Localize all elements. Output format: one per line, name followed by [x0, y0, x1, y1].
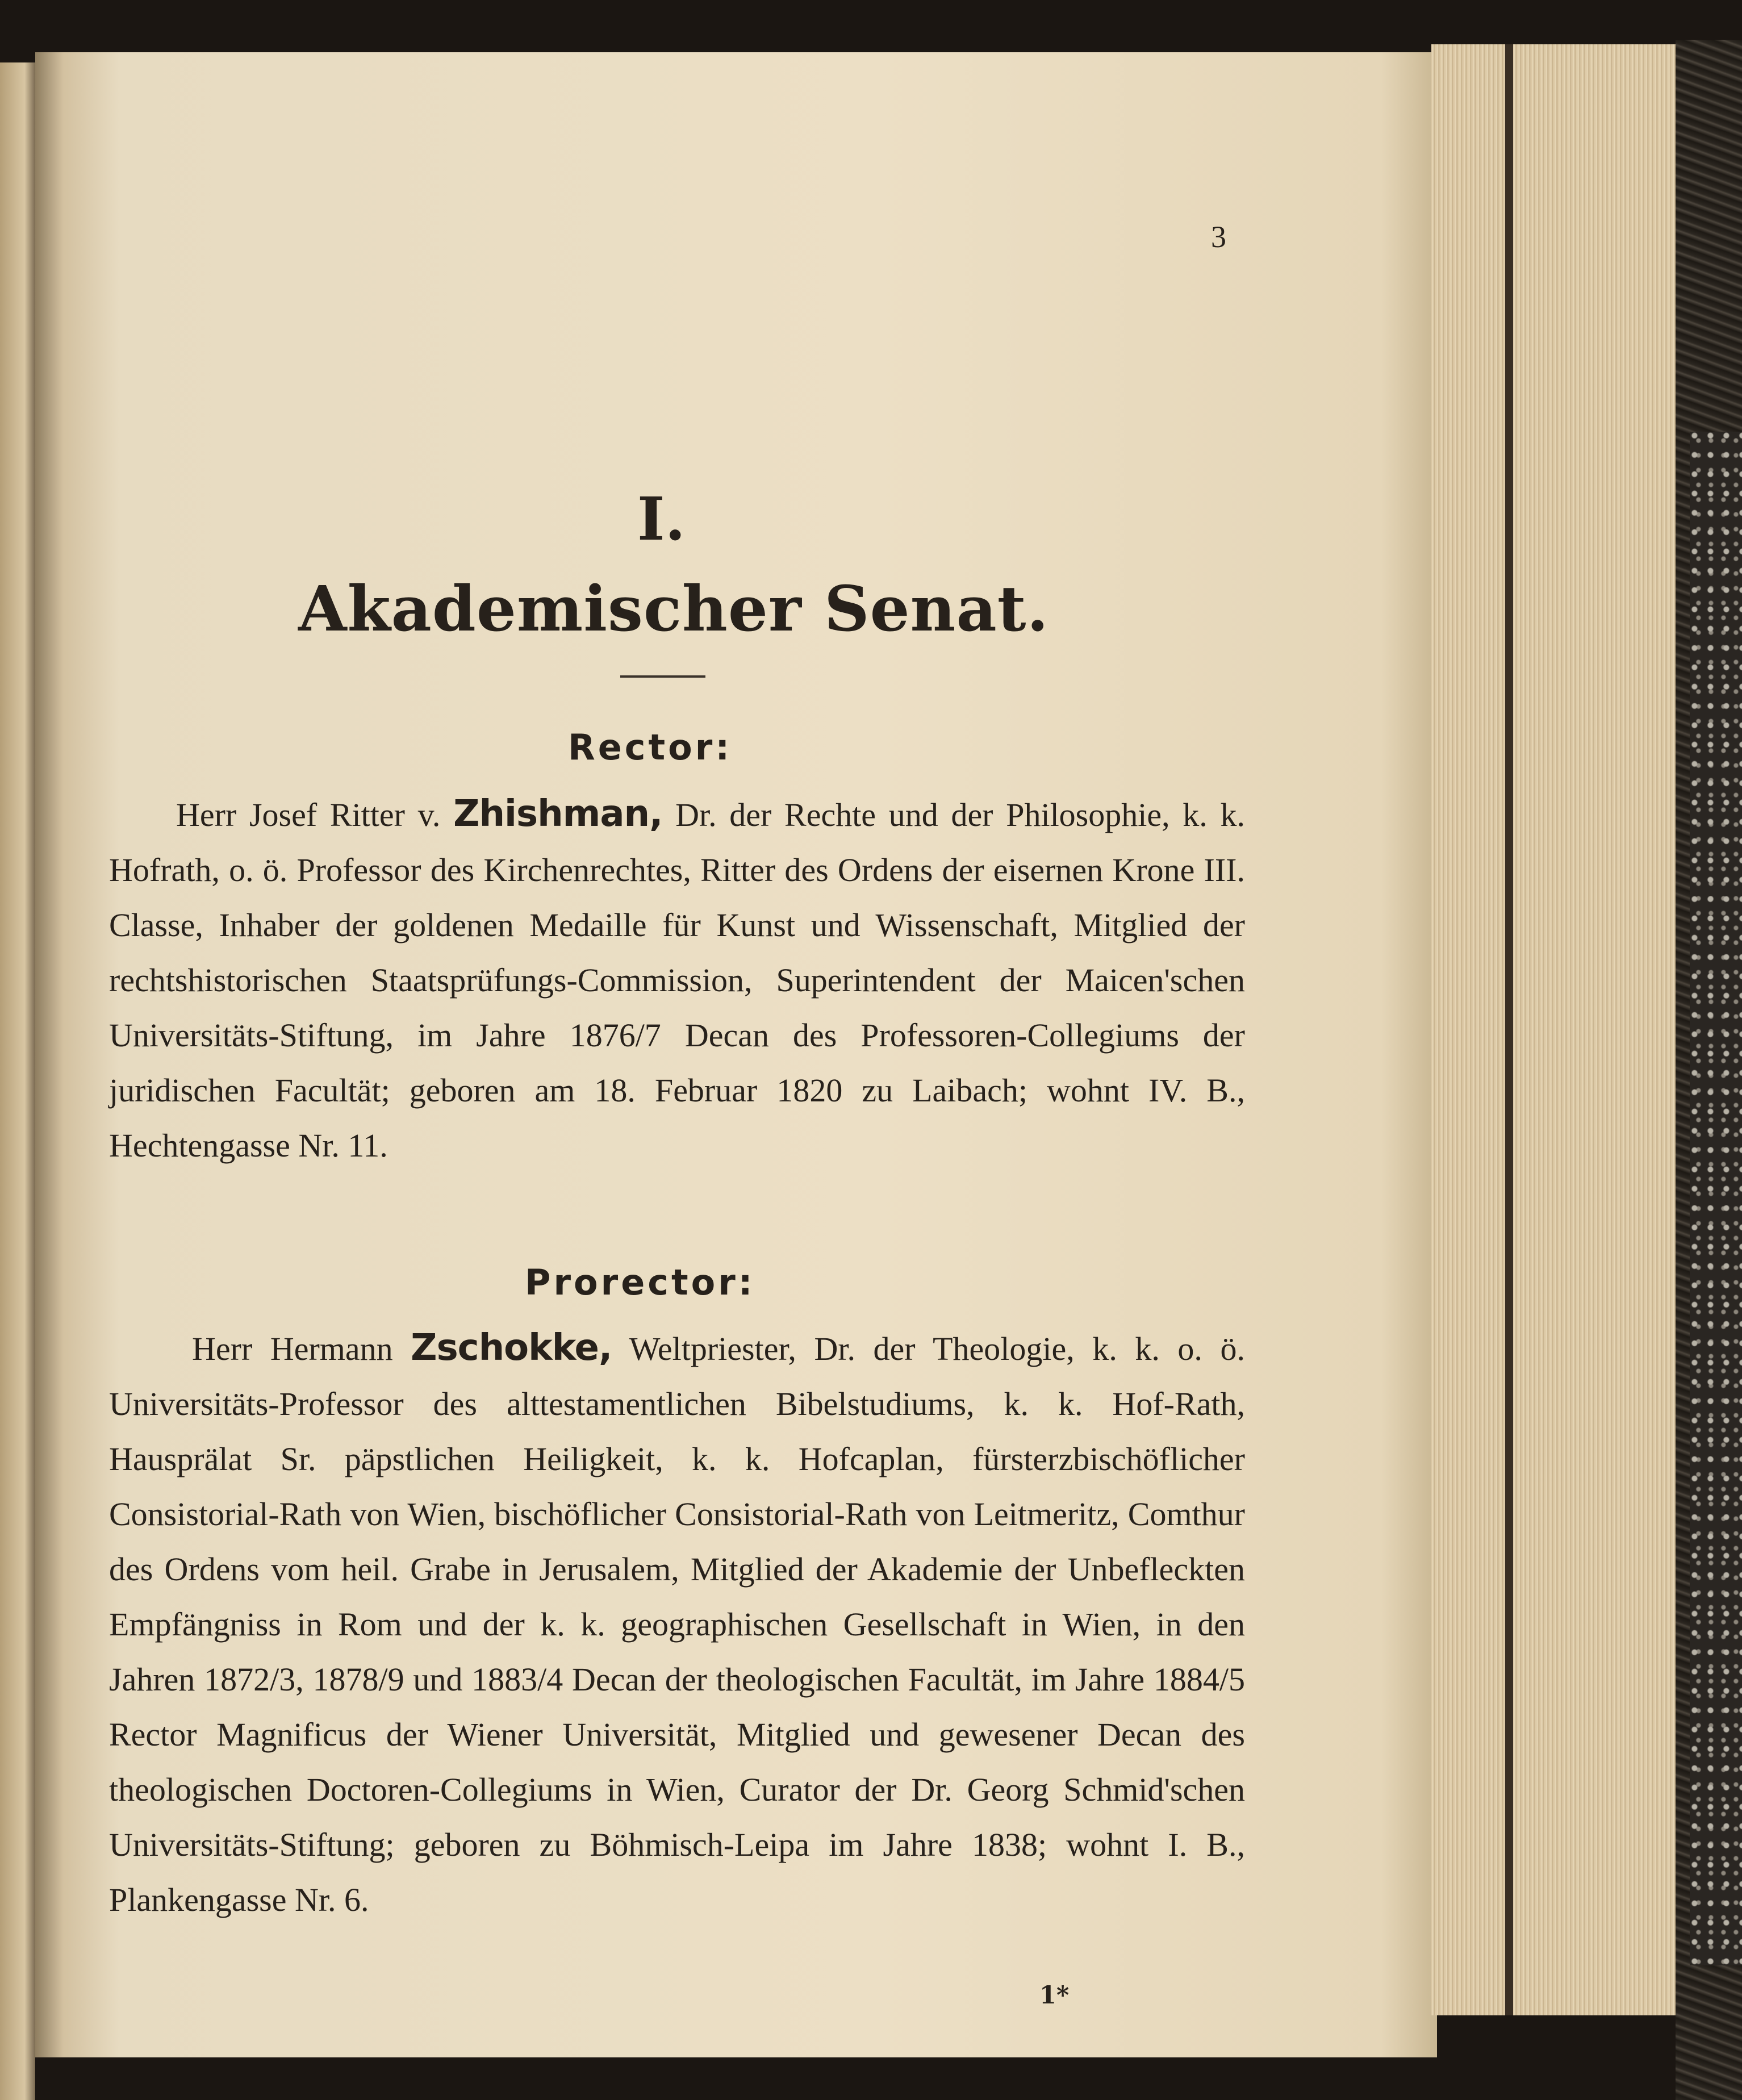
page-stack-gutter: [1505, 44, 1513, 2015]
rector-name: Zhishman,: [453, 793, 663, 835]
marbled-cover-pattern: [1690, 432, 1742, 1965]
page-stack-edges: [1431, 44, 1676, 2015]
book-page: [35, 52, 1437, 2057]
section-title: Akademischer Senat.: [298, 572, 1049, 645]
page-number: 3: [1211, 220, 1226, 254]
printer-signature-mark: 1*: [1039, 1981, 1070, 2010]
prorector-paragraph: [109, 1321, 1245, 1927]
section-number: I.: [637, 484, 686, 554]
rector-paragraph: [109, 787, 1245, 1173]
rector-heading: Rector:: [568, 727, 733, 768]
prorector-text-before-name: Herr Hermann: [192, 1330, 411, 1367]
title-divider: [620, 675, 705, 678]
prorector-text-after-name: Weltpriester, Dr. der Theologie, k. k. o. ö. Universitäts-Professor des alttestamentlichen Bibelstudiums, k. k. Hof-Rath, Hausprälat Sr. päpstlichen Heiligkeit, k. k. Hofcaplan, fürsterzbischöflicher Consistorial-Rath von Wien, bischöflicher Consistorial-Rath von Leitmeritz, Comthur des Ordens vom heil. Grabe in Jerusalem, Mitglied der Akademie der Unbefleckten Empfängniss in Rom und der k. k. geographischen Gesellschaft in Wien, in den Jahren 1872/3, 1878/9 und 1883/4 Decan der theologischen Facultät, im Jahre 1884/5 Rector Magnificus der Wiener Universität, Mitglied und gewesener Decan des theologischen Doctoren-Collegiums in Wien, Curator der Dr. Georg Schmid'schen Universitäts-Stiftung; geboren zu Böhmisch-Leipa im Jahre 1838; wohnt I. B., Plankengasse Nr. 6.: [109, 1330, 1245, 1918]
prorector-name: Zschokke,: [411, 1327, 612, 1369]
prorector-heading: Prorector:: [525, 1262, 755, 1303]
rector-text-before-name: Herr Josef Ritter v.: [176, 796, 454, 833]
left-page-edge: [0, 62, 35, 2100]
rector-text-after-name: Dr. der Rechte und der Philosophie, k. k. Hofrath, o. ö. Professor des Kirchenrechtes, Ritter des Ordens der eisernen Krone III. Classe, Inhaber der goldenen Medaille für Kunst und Wissenschaft, Mitglied der rechtshistorischen Staatsprüfungs-Commission, Superintendent der Maicen'schen Universitäts-Stiftung, im Jahre 1876/7 Decan des Professoren-Collegiums der juridischen Facultät; geboren am 18. Februar 1820 zu Laibach; wohnt IV. B., Hechtengasse Nr. 11.: [109, 796, 1245, 1164]
